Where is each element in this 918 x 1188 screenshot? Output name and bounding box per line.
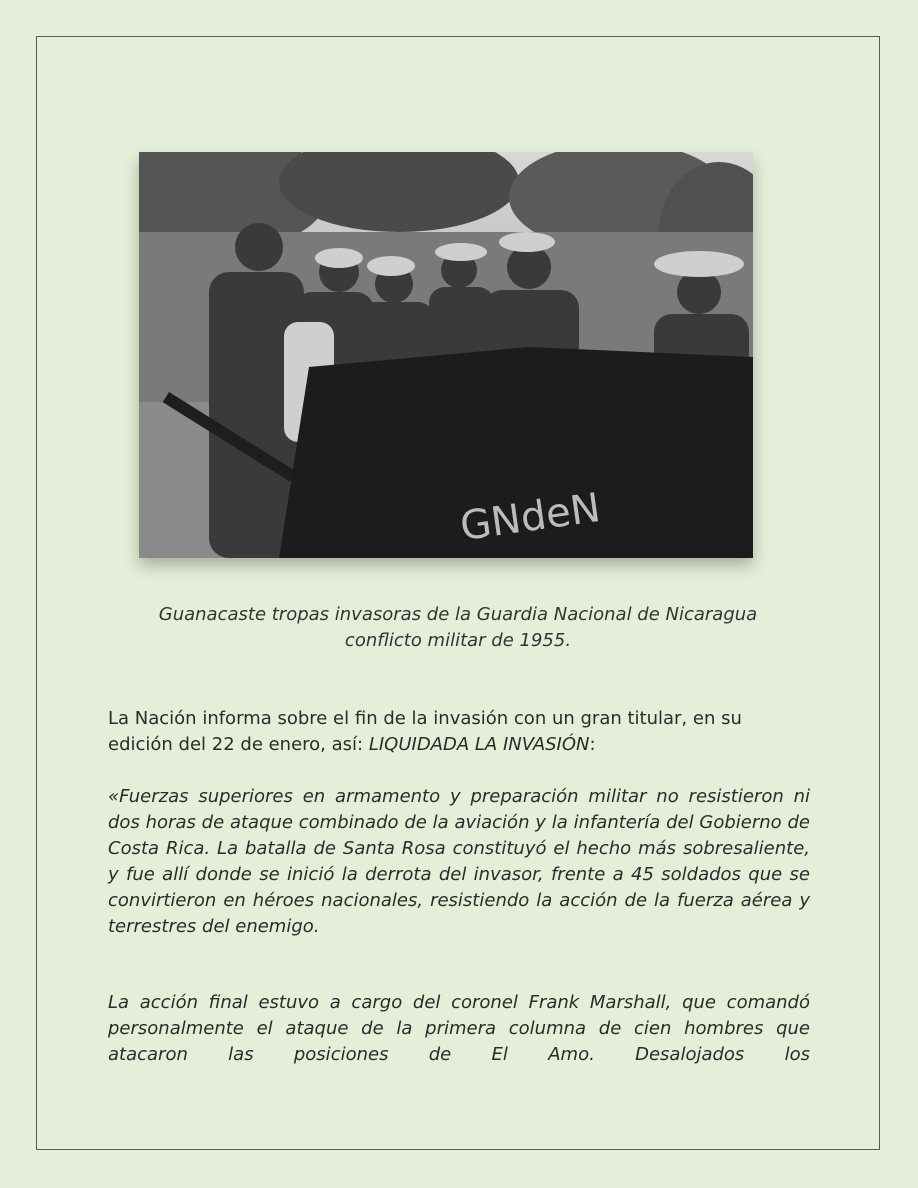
paragraph-final-action: La acción final estuvo a cargo del coronel Frank Marshall, que comandó personalmente el ataque de la primera columna de cien hombres que atacaron las posiciones de El Amo. Desalojados los — [108, 992, 810, 1065]
paragraph-intro-text: La Nación informa sobre el fin de la invasión con un gran titular, en su edición del 22 de enero, así: — [108, 708, 742, 755]
historical-photo — [139, 152, 753, 558]
paragraph-intro-suffix: : — [589, 734, 596, 755]
paragraph-quote: «Fuerzas superiores en armamento y preparación militar no resistieron ni dos horas de ataque combinado de la aviación y la infantería del Gobierno de Costa Rica. La batalla de Santa Rosa constituyó el hecho más sobresaliente, y fue allí donde se inició la derrota del invasor, frente a 45 soldados que se convirtieron en héroes nacionales, resistiendo la acción de la fuerza aérea y terrestres del enemigo. — [108, 786, 810, 937]
photo-caption — [100, 602, 816, 654]
flag-letters: GNdeN — [457, 484, 604, 551]
caption-line-1: Guanacaste tropas invasoras de la Guardia Nacional de Nicaragua — [158, 604, 758, 625]
headline-quote: LIQUIDADA LA INVASIÓN — [368, 734, 590, 755]
photo-soldiers-with-flag-icon — [139, 152, 753, 558]
paragraph-intro — [108, 706, 810, 758]
caption-line-2: conflicto militar de 1955. — [344, 630, 572, 651]
